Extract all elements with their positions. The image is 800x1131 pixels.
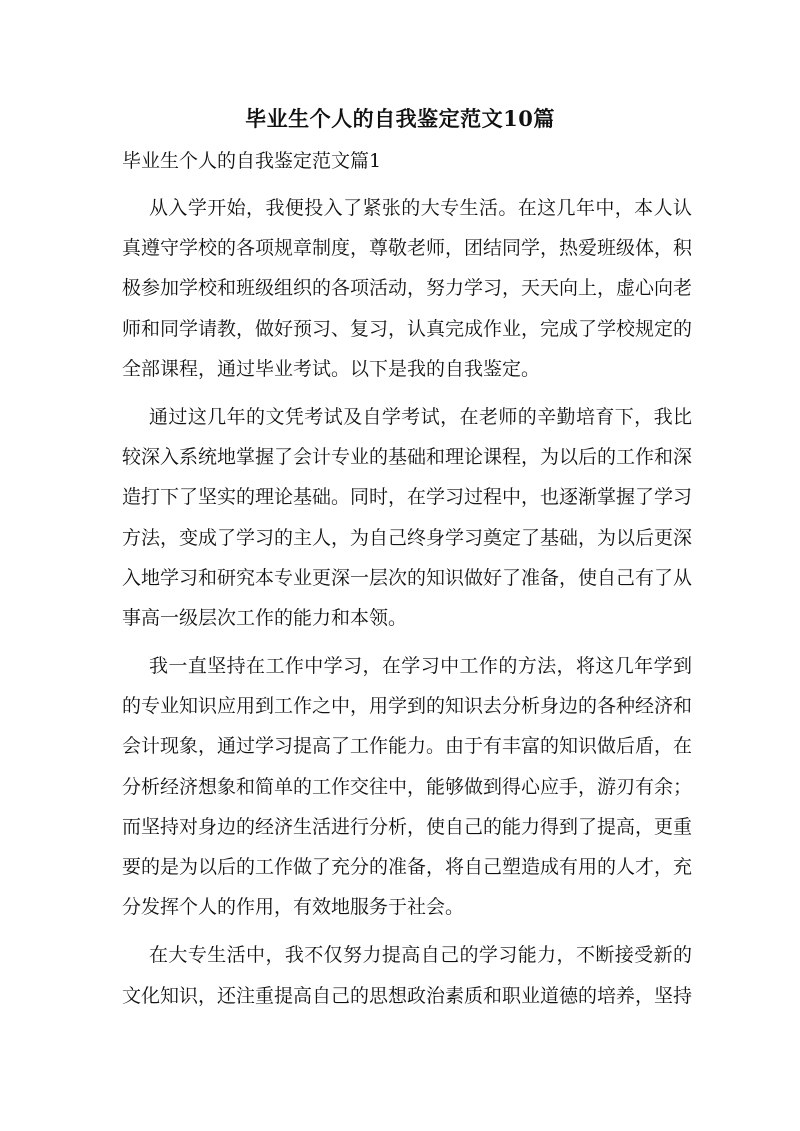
text-line: 极参加学校和班级组织的各项活动，努力学习，天天向上，虚心向老 bbox=[122, 277, 693, 300]
text-line: 方法，变成了学习的主人，为自己终身学习奠定了基础，为以后更深 bbox=[122, 526, 693, 549]
text-line: 的专业知识应用到工作之中，用学到的知识去分析身边的各种经济和 bbox=[122, 695, 693, 718]
text-line: 分析经济想象和简单的工作交往中，能够做到得心应手，游刃有余； bbox=[122, 775, 693, 798]
paragraph-1 bbox=[122, 188, 692, 389]
text-line: 从入学开始，我便投入了紧张的大专生活。在这几年中，本人认 bbox=[149, 197, 692, 219]
paragraph-3 bbox=[122, 646, 692, 927]
text-line: 全部课程，通过毕业考试。以下是我的自我鉴定。 bbox=[122, 357, 541, 380]
text-line: 要的是为以后的工作做了充分的准备，将自己塑造成有用的人才，充 bbox=[122, 856, 693, 878]
text-line: 会计现象，通过学习提高了工作能力。由于有丰富的知识做后盾，在 bbox=[122, 735, 693, 758]
text-line: 通过这几年的文凭考试及自学考试，在老师的辛勤培育下，我比 bbox=[149, 405, 692, 428]
document-body bbox=[122, 188, 692, 1024]
text-line: 师和同学请教，做好预习、复习，认真完成作业，完成了学校规定的 bbox=[122, 317, 693, 340]
text-line: 文化知识，还注重提高自己的思想政治素质和职业道德的培养，坚持 bbox=[122, 984, 693, 1007]
paragraph-4 bbox=[122, 935, 692, 1015]
text-line: 我一直坚持在工作中学习，在学习中工作的方法，将这几年学到 bbox=[149, 655, 692, 678]
text-line: 而坚持对身边的经济生活进行分析，使自己的能力得到了提高，更重 bbox=[122, 815, 693, 838]
text-line: 真遵守学校的各项规章制度，尊敬老师，团结同学，热爱班级体，积 bbox=[122, 237, 693, 260]
text-line: 事高一级层次工作的能力和本领。 bbox=[122, 606, 408, 629]
text-line: 入地学习和研究本专业更深一层次的知识做好了准备，使自己有了从 bbox=[122, 566, 693, 589]
text-line: 较深入系统地掌握了会计专业的基础和理论课程，为以后的工作和深 bbox=[122, 446, 693, 469]
paragraph-2 bbox=[122, 397, 692, 638]
text-line: 在大专生活中，我不仅努力提高自己的学习能力，不断接受新的 bbox=[149, 944, 692, 967]
document-title: 毕业生个人的自我鉴定范文10篇 bbox=[245, 106, 555, 131]
section-heading: 毕业生个人的自我鉴定范文篇1 bbox=[122, 150, 382, 172]
text-line: 分发挥个人的作用，有效地服务于社会。 bbox=[122, 896, 465, 919]
text-line: 造打下了坚实的理论基础。同时，在学习过程中，也逐渐掌握了学习 bbox=[122, 486, 693, 509]
